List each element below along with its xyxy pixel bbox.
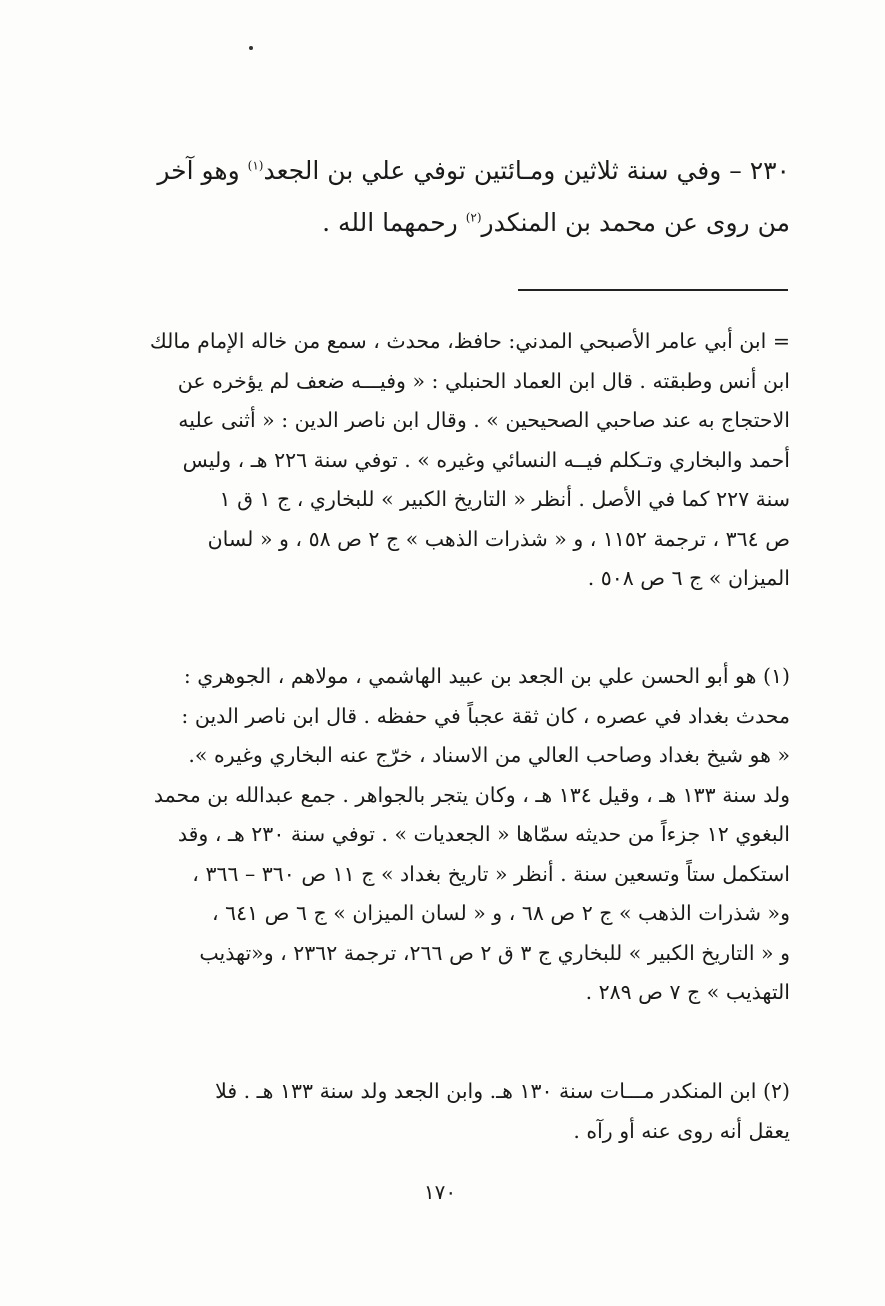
footnote-line: البغوي ١٢ جزءاً من حديثه سمّاها « الجعديات » . توفي سنة ٢٣٠ هـ ، وقد [177, 822, 790, 846]
footnote-ref-2[interactable]: (٢) [465, 210, 482, 225]
footnote-line: و « التاريخ الكبير » للبخاري ج ٣ ق ٢ ص ٢٦٦، ترجمة ٢٣٦٢ ، و«تهذيب [199, 940, 790, 965]
main-line-1 [110, 145, 790, 197]
footnote-line: ولد سنة ١٣٣ هـ ، وقيل ١٣٤ هـ ، وكان يتجر بالجواهر . جمع عبدالله بن محمد [153, 782, 790, 807]
main-line-2 [110, 197, 790, 249]
footnote-line: ص ٣٦٤ ، ترجمة ١١٥٢ ، و « شذرات الذهب » ج ٢ ص ٥٨ ، و « لسان [207, 526, 790, 551]
footnote-line: الاحتجاج به عند صاحبي الصحيحين » . وقال ابن ناصر الدين : « أثنى عليه [178, 408, 790, 432]
main-line-1-text: ٢٣٠ – وفي سنة ثلاثين ومـائتين توفي علي بن الجعد [263, 156, 790, 185]
footnote-line: (٢) ابن المنكدر مـــات سنة ١٣٠ هـ. وابن الجعد ولد سنة ١٣٣ هـ . فلا [215, 1079, 790, 1103]
footnote-line: سنة ٢٢٧ كما في الأصل . أنظر « التاريخ الكبير » للبخاري ، ج ١ ق ١ [219, 487, 790, 511]
footnote-line: محدث بغداد في عصره ، كان ثقة عجباً في حفظه . قال ابن ناصر الدين : [181, 703, 790, 728]
footnote-ref-1[interactable]: (١) [247, 158, 264, 173]
footnote-line: = ابن أبي عامر الأصبحي المدني: حافظ، محدث ، سمع من خاله الإمام مالك [149, 329, 790, 353]
footnote-continuation [110, 322, 790, 599]
footnote-line: يعقل أنه روى عنه أو رآه . [573, 1118, 790, 1143]
main-line-2-end: رحمهما الله . [322, 208, 458, 237]
main-entry-paragraph [110, 145, 790, 249]
footnote-separator-rule [518, 289, 788, 291]
footnote-line: الميزان » ج ٦ ص ٥٠٨ . [587, 566, 790, 590]
footnote-line: أحمد والبخاري وتـكلم فيــه النسائي وغيره » . توفي سنة ٢٢٦ هـ ، وليس [182, 447, 790, 472]
footnote-line: التهذيب » ج ٧ ص ٢٨٩ . [585, 980, 790, 1004]
footnote-1 [110, 657, 790, 1013]
main-line-1-end: وهو آخر [157, 156, 240, 185]
main-line-2-text: من روى عن محمد بن المنكدر [481, 208, 790, 237]
footnote-line: و« شذرات الذهب » ج ٢ ص ٦٨ ، و « لسان الميزان » ج ٦ ص ٦٤١ ، [211, 901, 790, 925]
footnote-line: استكمل ستاً وتسعين سنة . أنظر « تاريخ بغداد » ج ١١ ص ٣٦٠ – ٣٦٦ ، [192, 861, 790, 886]
footnote-2 [110, 1072, 790, 1151]
footnote-line: (١) هو أبو الحسن علي بن الجعد بن عبيد الهاشمي ، مولاهم ، الجوهري : [183, 664, 790, 688]
scan-speck [249, 46, 253, 50]
footnote-line: « هو شيخ بغداد وصاحب العالي من الاسناد ، خرّج عنه البخاري وغيره ». [188, 743, 790, 767]
page-number: ١٧٠ [423, 1180, 457, 1204]
footnote-line: ابن أنس وطبقته . قال ابن العماد الحنبلي : « وفيـــه ضعف لم يؤخره عن [177, 368, 790, 393]
